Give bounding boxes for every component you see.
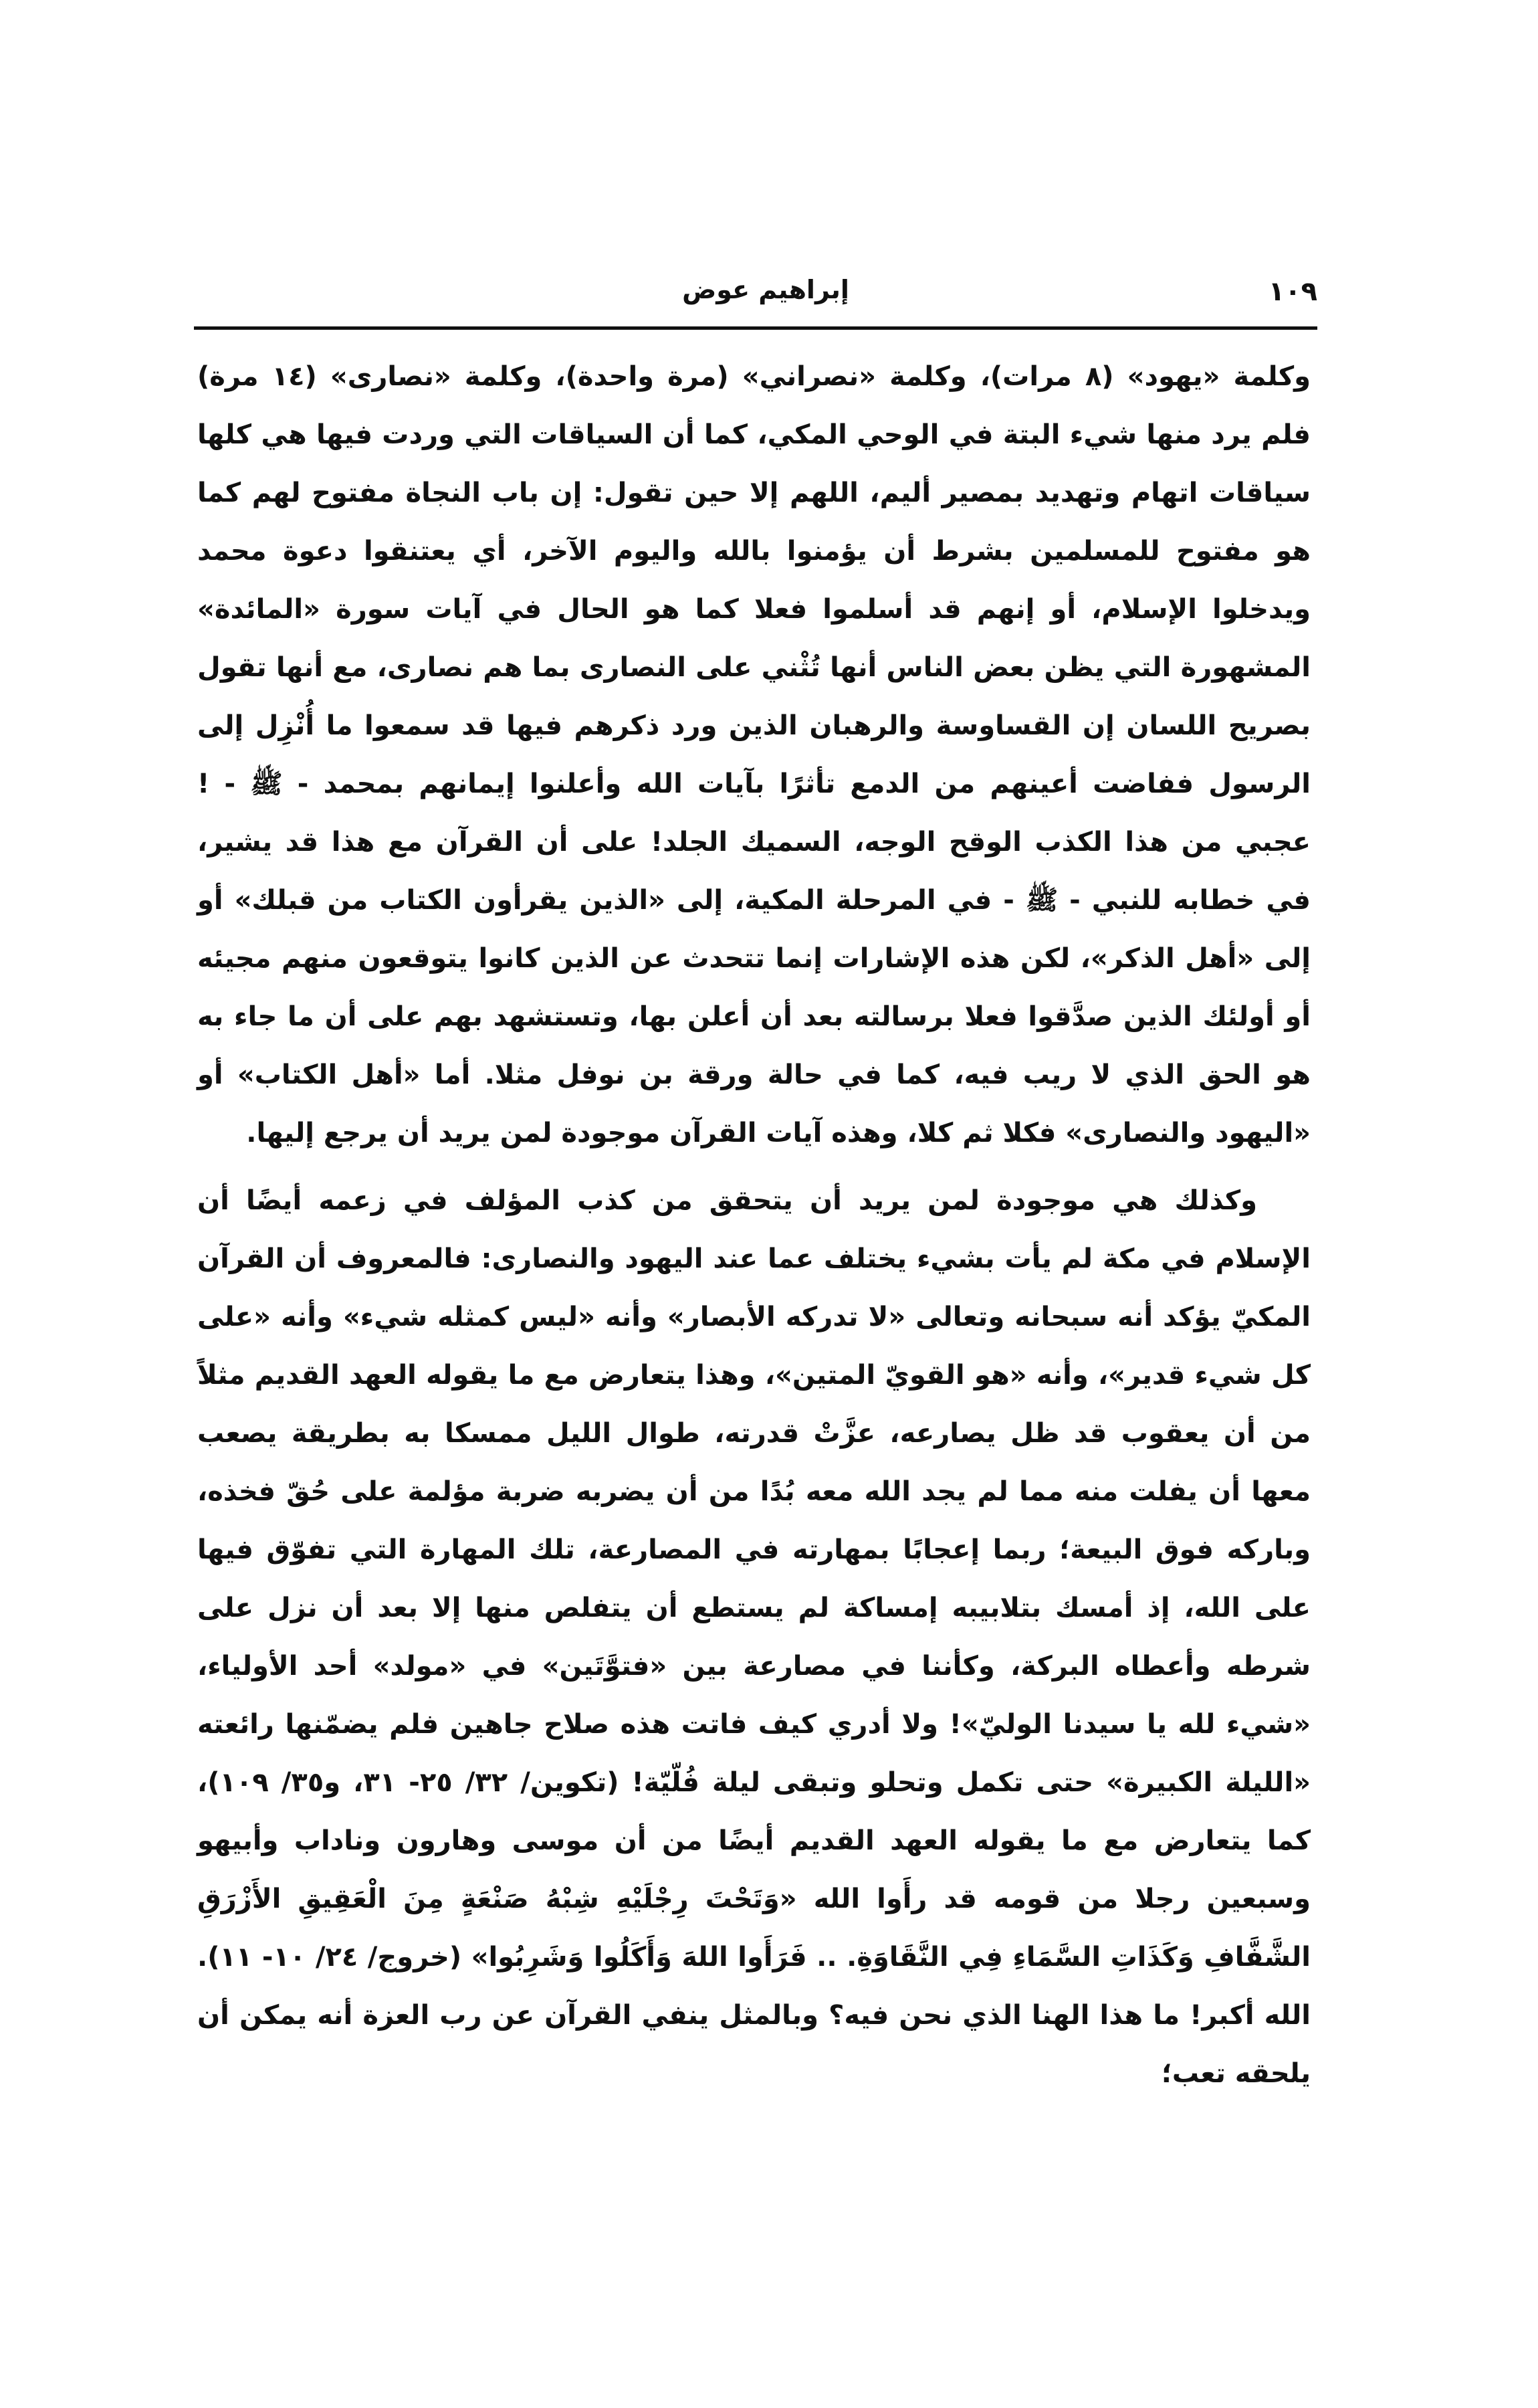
page-header bbox=[214, 271, 1317, 324]
header-rule bbox=[194, 326, 1317, 330]
paragraph-1: وكلمة «يهود» (٨ مرات)، وكلمة «نصراني» (مرة واحدة)، وكلمة «نصارى» (١٤ مرة) فلم يرد منها شيء البتة في الوحي المكي، كما أن السياقات التي وردت فيها هي كلها سياقات اتهام وتهديد بمصير أليم، اللهم إلا حين تقول: إن باب النجاة مفتوح لهم كما هو مفتوح للمسلمين بشرط أن يؤمنوا بالله واليوم الآخر، أي يعتنقوا دعوة محمد ويدخلوا الإسلام، أو إنهم قد أسلموا فعلا كما هو الحال في آيات سورة «المائدة» المشهورة التي يظن بعض الناس أنها تُثْني على النصارى بما هم نصارى، مع أنها تقول بصريح اللسان إن القساوسة والرهبان الذين ورد ذكرهم فيها قد سمعوا ما أُنْزِل إلى الرسول ففاضت أعينهم من الدمع تأثرًا بآيات الله وأعلنوا إيمانهم بمحمد - ﷺ - ! عجبي من هذا الكذب الوقح الوجه، السميك الجلد! على أن القرآن مع هذا قد يشير، في خطابه للنبي - ﷺ - في المرحلة المكية، إلى «الذين يقرأون الكتاب من قبلك» أو إلى «أهل الذكر»، لكن هذه الإشارات إنما تتحدث عن الذين كانوا يتوقعون منهم مجيئه أو أولئك الذين صدَّقوا فعلا برسالته بعد أن أعلن بها، وتستشهد بهم على أن ما جاء به هو الحق الذي لا ريب فيه، كما في حالة ورقة بن نوفل مثلا. أما «أهل الكتاب» أو «اليهود والنصارى» فكلا ثم كلا، وهذه آيات القرآن موجودة لمن يريد أن يرجع إليها. bbox=[197, 361, 1311, 1148]
page-number: ١٠٩ bbox=[1268, 276, 1317, 307]
running-title: إبراهيم عوض bbox=[682, 275, 849, 304]
body-text bbox=[197, 348, 1311, 2103]
paragraph-2: وكذلك هي موجودة لمن يريد أن يتحقق من كذب المؤلف في زعمه أيضًا أن الإسلام في مكة لم يأت بشيء يختلف عما عند اليهود والنصارى: فالمعروف أن القرآن المكيّ يؤكد أنه سبحانه وتعالى «لا تدركه الأبصار» وأنه «ليس كمثله شيء» وأنه «على كل شيء قدير»، وأنه «هو القويّ المتين»، وهذا يتعارض مع ما يقوله العهد القديم مثلاً من أن يعقوب قد ظل يصارعه، عزَّتْ قدرته، طوال الليل ممسكا به بطريقة يصعب معها أن يفلت منه مما لم يجد الله معه بُدًا من أن يضربه ضربة مؤلمة على حُقّ فخذه، وباركه فوق البيعة؛ ربما إعجابًا بمهارته في المصارعة، تلك المهارة التي تفوّق فيها على الله، إذ أمسك بتلابيبه إمساكة لم يستطع أن يتفلص منها إلا بعد أن نزل على شرطه وأعطاه البركة، وكأننا في مصارعة بين «فتوَّتَين» في «مولد» أحد الأولياء، «شيء لله يا سيدنا الوليّ»! ولا أدري كيف فاتت هذه صلاح جاهين فلم يضمّنها رائعته «الليلة الكبيرة» حتى تكمل وتحلو وتبقى ليلة فُلّيّة! (تكوين/ ٣٢/ ٢٥- ٣١، و٣٥/ ١٠٩)، كما يتعارض مع ما يقوله العهد القديم أيضًا من أن موسى وهارون وناداب وأبيهو وسبعين رجلا من قومه قد رأَوا الله «وَتَحْتَ رِجْلَيْهِ شِبْهُ صَنْعَةٍ مِنَ الْعَقِيقِ الأَزْرَقِ الشَّفَّافِ وَكَذَاتِ السَّمَاءِ فِي النَّقَاوَةِ. .. فَرَأَوا اللهَ وَأَكَلُوا وَشَرِبُوا» (خروج/ ٢٤/ ١٠- ١١). الله أكبر! ما هذا الهنا الذي نحن فيه؟ وبالمثل ينفي القرآن عن رب العزة أنه يمكن أن يلحقه تعب؛ bbox=[197, 1185, 1311, 2089]
